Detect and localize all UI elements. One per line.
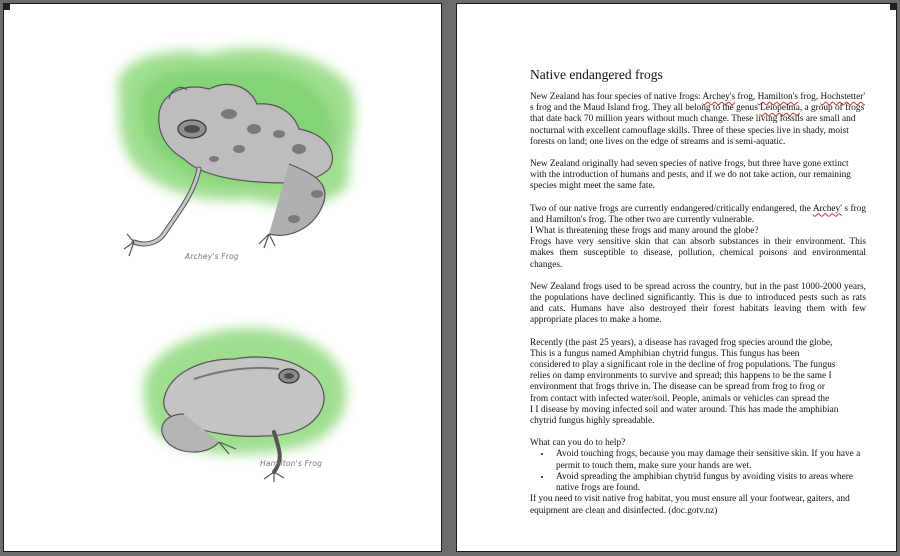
archeys-frog-caption: Archey's Frog [185,252,239,261]
list-item: • Avoid touching frogs, because you may damage their sensitive skin. If you have a permit to touch them, make sure your hands are wet. [552,449,866,471]
archeys-frog-illustration [89,34,364,274]
list-item: • Avoid spreading the amphibian chytrid fungus by avoiding visits to areas where native frogs are found. [552,472,866,494]
paragraph-chytrid: Recently (the past 25 years), a disease has ravaged frog species around the globe, This is a fungus named Amphibian chytrid fungus. This fungus has been considered to play a significant role in the decline of frog populations. The fungus relies on damp environments to survive and spread; this happens to be the same I environment that frogs thrive in. The disease can be spread from frog to frog or from contact with infected water/soil. People, animals or vehicles can spread the I I disease by moving infected soil and water around. This has made the amphibian chytrid fungus highly spreadable. [530,337,839,427]
hamiltons-frog-caption: Hamilton's Frog [260,459,323,468]
help-list [530,449,866,494]
article-body [530,67,866,517]
left-page [3,3,442,552]
paragraph-decline: New Zealand frogs used to be spread across the country, but in the past 1000-2000 years, the populations have declined significantly. This is due to introduced pests such as rats and cats. Humans have also destroyed their forest habitats leaving them with few appropriate places to make a home. [530,281,866,326]
paragraph-extinction: New Zealand originally had seven species of native frogs, but three have gone extinct with the introduction of humans and pests, and if we do not take action, our remaining species might meet the same fate. [530,159,851,192]
page-corner-marker [890,4,896,10]
help-section [530,438,866,516]
hamiltons-frog-illustration [124,314,359,489]
closing-note: If you need to visit native frog habitat, you must ensure all your footwear, gaiters, and equipment are clean and disinfected. (doc.gotv.nz) [530,494,850,516]
page-corner-marker [4,4,10,10]
paragraph-species: New Zealand has four species of native frogs: Archey's frog, Hamilton's frog, Hochstetter' s frog and the Maud Island frog. They all belong to the genus Leiopelma, a group of frogs that date back 70 million years without much change. These living fossils are small and nocturnal with excellent camouflage skills. Three of these species live in shady, moist forests on land; one lives on the edge of streams and is semi-aquatic. [530,92,865,147]
help-question: What can you do to help? [530,438,626,449]
right-page [456,3,897,552]
article-title: Native endangered frogs [530,67,663,82]
paragraph-threats: Two of our native frogs are currently endangered/critically endangered, the Archey' s frog and Hamilton's frog. The other two are currently vulnerable. I What is threatening these frogs and many around the globe? Frogs have very sensitive skin that can absorb substances in their environment. This makes them susceptible to disease, pollution, chemical poisons and environmental changes. [530,203,866,270]
